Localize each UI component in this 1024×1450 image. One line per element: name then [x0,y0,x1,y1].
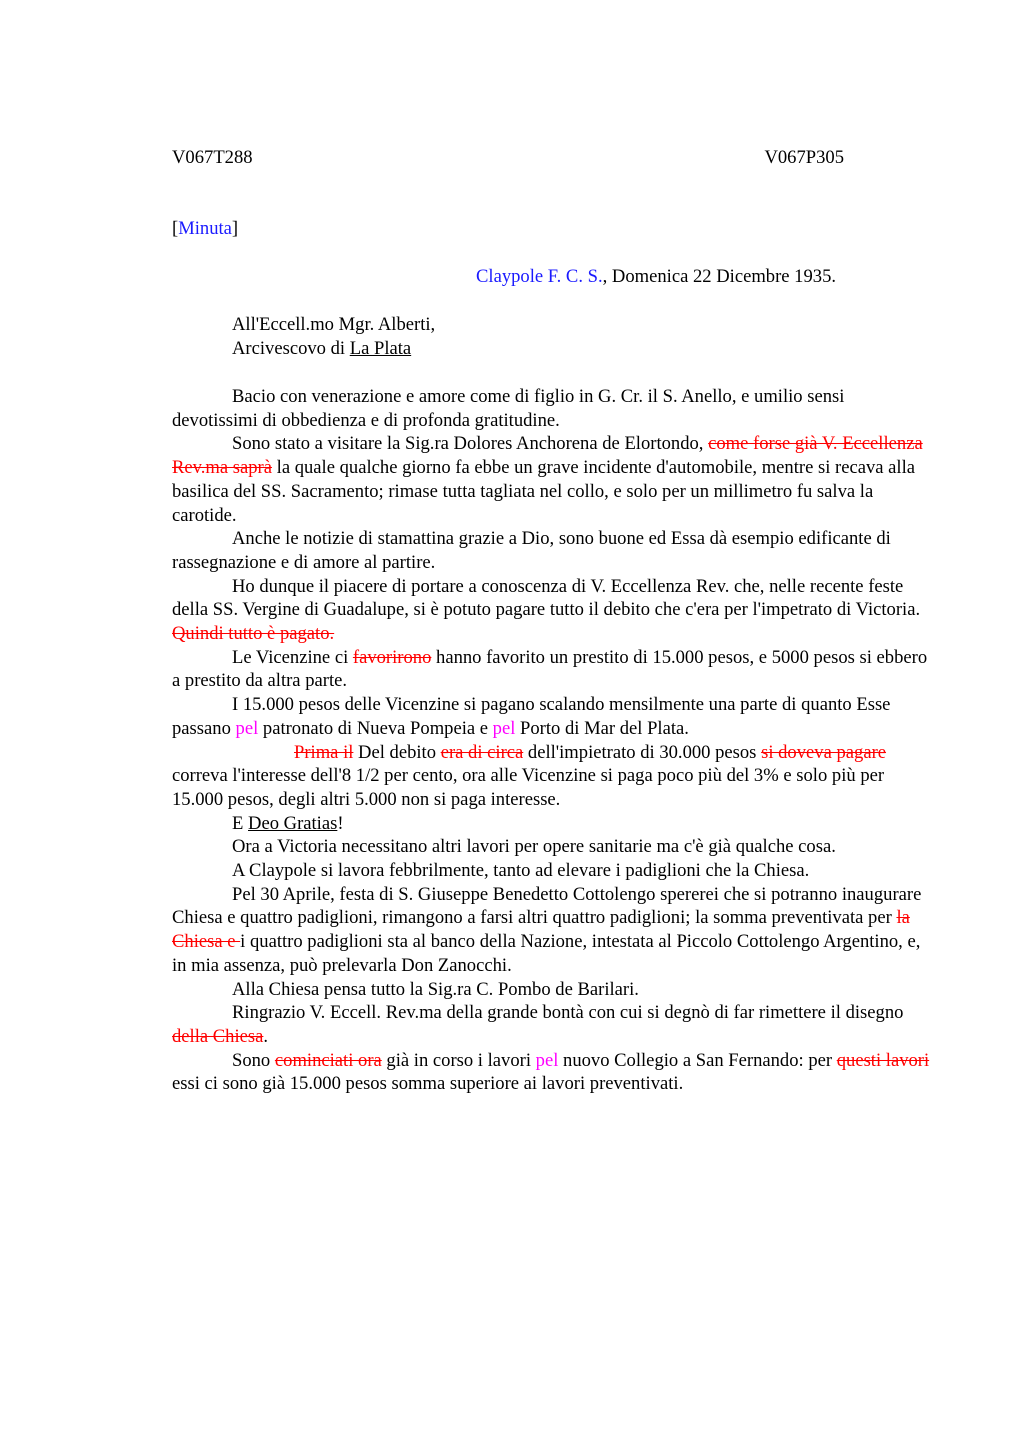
paragraph-text: già in corso i lavori [381,1049,536,1071]
highlighted-word: pel [235,717,259,739]
paragraph-text: Sono [232,1049,275,1071]
paragraph-text: i quattro padiglioni sta al banco della Nazione, intestata al Piccolo Cottolengo Argentino, e, in mia assenza, può prelevarla Don Zanocchi. [172,931,921,976]
paragraph-text: I 15.000 pesos delle Vicenzine si pagano scalando mensilmente una parte di quanto Esse passano [172,694,891,739]
letter-paragraph [172,741,930,812]
paragraph-text: Bacio con venerazione e amore come di figlio in G. Cr. il S. Anello, e umilio sensi devotissimi di obbedienza e di profonda gratitudine. [172,386,845,431]
place-name: Claypole F. C. S. [476,266,603,287]
letter-paragraph [172,978,930,1002]
minuta-word: Minuta [178,218,232,239]
deleted-text: della Chiesa [172,1025,264,1047]
paragraph-text: la quale qualche giorno fa ebbe un grave incidente d'automobile, mentre si recava alla basilica del SS. Sacramento; rimase tutta tagliata nel collo, e solo per un millimetro fu salva la carotide. [172,457,916,526]
highlighted-word: pel [535,1049,559,1071]
letter-paragraph [172,693,930,740]
deleted-text: Prima il [294,741,354,763]
letter-paragraph [172,385,930,432]
highlighted-word: pel [492,717,516,739]
deleted-text: come forse già V. Eccellenza Rev.ma saprà [172,433,923,479]
paragraph-text: Del debito [353,741,441,763]
deleted-text: era di circa [440,741,524,763]
letter-paragraph [172,646,930,693]
paragraph-text: Anche le notizie di stamattina grazie a Dio, sono buone ed Essa dà esempio edificante di rassegnazione e di amore al partire. [172,528,891,573]
paragraph-text: ! [337,812,344,834]
deleted-text: si doveva pagare [761,741,887,763]
letter-paragraph [172,859,930,883]
letter-paragraph [172,883,930,978]
letter-paragraph [172,812,930,836]
paragraph-text: hanno favorito un prestito di 15.000 pesos, e 5000 pesos si ebbero a prestito da altra parte. [172,646,928,692]
letter-paragraph [172,432,930,527]
paragraph-text: patronato di Nueva Pompeia e [258,717,493,739]
letter-paragraph [172,1049,930,1096]
paragraph-text: dell'impietrato di 30.000 pesos [523,741,762,763]
deleted-text: cominciati ora [274,1049,382,1071]
deleted-text: Quindi tutto è pagato. [172,623,335,645]
addressee-block [232,313,435,361]
paragraph-text: Sono stato a visitare la Sig.ra Dolores Anchorena de Elortondo, [232,433,709,455]
paragraph-text: nuovo Collegio a San Fernando: per [558,1049,837,1071]
deleted-text: questi lavori [836,1049,930,1071]
paragraph-text: E [232,812,249,834]
addressee-city: La Plata [349,338,412,359]
paragraph-text: Ringrazio V. Eccell. Rev.ma della grande bontà con cui si degnò di far rimettere il disegno [232,1002,904,1024]
code-left: V067T288 [172,147,253,168]
letter-paragraph [172,1001,930,1048]
minuta-label: [Minuta] [172,218,239,239]
paragraph-text: A Claypole si lavora febbrilmente, tanto ad elevare i padiglioni che la Chiesa. [232,860,810,882]
letter-paragraph [172,575,930,646]
deleted-text: favorirono [352,646,432,668]
letter-body [172,385,930,1096]
paragraph-text: Le Vicenzine ci [232,646,353,668]
letter-paragraph [172,527,930,574]
deleted-text: la Chiesa e [172,907,910,953]
paragraph-text: Alla Chiesa pensa tutto la Sig.ra C. Pombo de Barilari. [232,978,639,1000]
date-text: , Domenica 22 Dicembre 1935. [602,266,837,287]
letter-paragraph [172,835,930,859]
paragraph-text: correva l'interesse dell'8 1/2 per cento, ora alle Vicenzine si paga poco più del 3% e solo più per 15.000 pesos, degli altri 5.000 non si paga interesse. [172,765,885,810]
underlined-text: Deo Gratias [248,812,338,834]
code-right: V067P305 [764,147,844,168]
paragraph-text: essi ci sono già 15.000 pesos somma superiore ai lavori preventivati. [172,1073,684,1095]
addressee-line-2: Arcivescovo di La Plata [232,338,412,359]
dateline [476,265,836,289]
paragraph-text: . [263,1025,269,1047]
paragraph-text: Ora a Victoria necessitano altri lavori per opere sanitarie ma c'è già qualche cosa. [232,836,836,858]
paragraph-text: Ho dunque il piacere di portare a conoscenza di V. Eccellenza Rev. che, nelle recente feste della SS. Vergine di Guadalupe, si è potuto pagare tutto il debito che c'era per l'impetrato di Victoria. [172,575,921,621]
addressee-line-1: All'Eccell.mo Mgr. Alberti, [232,314,436,335]
paragraph-text: Porto di Mar del Plata. [515,717,689,739]
paragraph-text: Pel 30 Aprile, festa di S. Giuseppe Benedetto Cottolengo spererei che si potranno inaugurare Chiesa e quattro padiglioni, rimangono a farsi altri quattro padiglioni; la somma preventivata per [172,883,922,929]
